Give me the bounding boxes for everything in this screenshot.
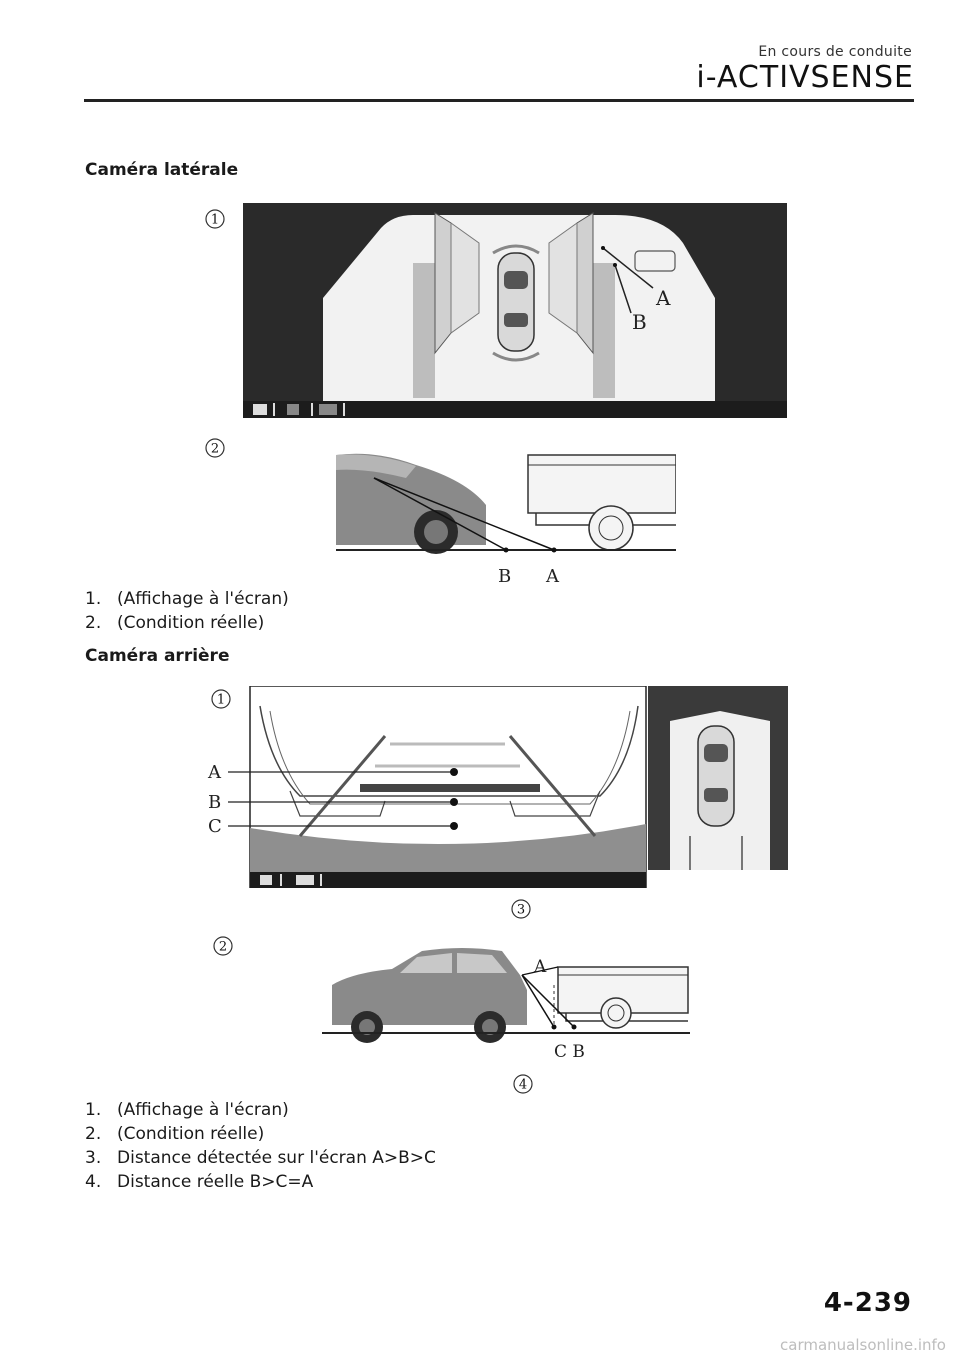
rear-real-label-cb: C B	[554, 1042, 585, 1062]
callout-4-icon	[512, 1073, 534, 1095]
callout-1-label: 1	[216, 692, 226, 708]
callout-1-label: 1	[210, 212, 220, 228]
side-camera-real-figure	[336, 450, 676, 590]
page-number: 4-239	[823, 1288, 912, 1318]
watermark: carmanualsonline.info	[780, 1336, 946, 1354]
side-real-label-b: B	[498, 566, 512, 587]
rear-screen-label-a: A	[208, 762, 221, 783]
rear-camera-legend	[85, 1098, 436, 1194]
legend-item: 2. (Condition réelle)	[85, 613, 265, 633]
legend-item: 2. (Condition réelle)	[85, 1124, 265, 1144]
rear-screen-label-c: C	[208, 816, 222, 837]
callout-2-label: 2	[218, 939, 228, 955]
side-camera-legend	[85, 587, 289, 635]
header-rule	[84, 99, 914, 102]
callout-1-icon	[204, 208, 226, 230]
callout-2-icon	[204, 437, 226, 459]
callout-3-icon	[510, 898, 532, 920]
callout-2-icon	[212, 935, 234, 957]
callout-3-label: 3	[516, 902, 526, 918]
side-camera-heading: Caméra latérale	[85, 160, 239, 180]
rear-screen-label-b: B	[208, 792, 222, 813]
legend-item: 4. Distance réelle B>C=A	[85, 1172, 314, 1192]
rear-camera-screen-figure	[200, 686, 788, 888]
legend-item: 1. (Affichage à l'écran)	[85, 1100, 289, 1120]
section-subtitle: En cours de conduite	[758, 44, 912, 60]
legend-item: 1. (Affichage à l'écran)	[85, 589, 289, 609]
side-real-label-a: A	[546, 566, 559, 587]
callout-4-label: 4	[518, 1077, 528, 1093]
rear-real-label-a: A	[534, 957, 547, 977]
side-camera-screen-figure	[243, 203, 787, 418]
side-screen-label-a: A	[656, 286, 671, 310]
chapter-title: i-ACTIVSENSE	[696, 60, 914, 95]
rear-camera-heading: Caméra arrière	[85, 646, 230, 666]
legend-item: 3. Distance détectée sur l'écran A>B>C	[85, 1148, 436, 1168]
side-screen-label-b: B	[632, 310, 647, 334]
callout-2-label: 2	[210, 441, 220, 457]
rear-camera-real-figure	[322, 945, 690, 1065]
